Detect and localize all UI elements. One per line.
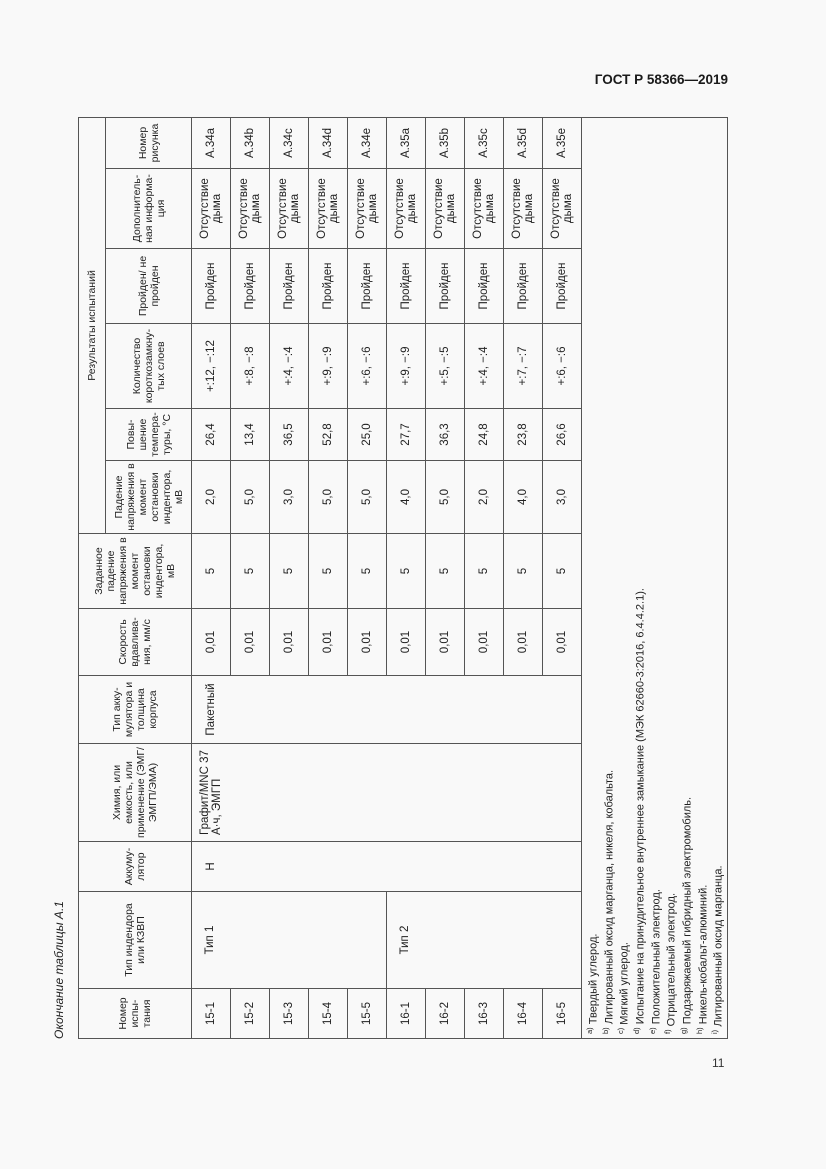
cell-indentor: Тип 1 [192,892,387,989]
cell-passed: Пройден [465,249,504,324]
cell-figure: А.34d [309,117,348,168]
cell-set-drop: 5 [543,534,582,609]
cell-passed: Пройден [348,249,387,324]
cell-layers: +:8, −:8 [231,324,270,409]
cell-temp: 26,4 [192,409,231,461]
cell-passed: Пройден [270,249,309,324]
cell-passed: Пройден [504,249,543,324]
cell-passed: Пройден [192,249,231,324]
cell-set-drop: 5 [426,534,465,609]
cell-layers: +:4, −:4 [270,324,309,409]
cell-set-drop: 5 [387,534,426,609]
cell-drop: 5,0 [309,461,348,534]
cell-figure: А.35c [465,117,504,168]
cell-layers: +:7, −:7 [504,324,543,409]
cell-passed: Пройден [231,249,270,324]
cell-chemistry: Графит/MNC 37 А·ч, ЭМГП [192,744,231,842]
cell-info: Отсутствие дыма [387,169,426,249]
cell-set-drop: 5 [348,534,387,609]
cell-info: Отсутствие дыма [543,169,582,249]
cell-drop: 2,0 [192,461,231,534]
cell-drop: 3,0 [270,461,309,534]
footnote-g: $^{g)}$ Подзаряжаемый гибридный электромобиль. [678,796,694,1034]
cell-test: 16-4 [504,989,543,1039]
table-row [192,117,231,1038]
cell-drop: 4,0 [504,461,543,534]
cell-info: Отсутствие дыма [231,169,270,249]
header-additional-info: Дополнитель-ная информа-ция [106,169,192,249]
cell-test: 15-5 [348,989,387,1039]
cell-figure: А.35d [504,117,543,168]
cell-info: Отсутствие дыма [504,169,543,249]
cell-figure: А.34b [231,117,270,168]
cell-temp: 36,5 [270,409,309,461]
cell-temp: 52,8 [309,409,348,461]
cell-drop: 2,0 [465,461,504,534]
cell-figure: А.34a [192,117,231,168]
cell-set-drop: 5 [270,534,309,609]
cell-figure: А.34e [348,117,387,168]
header-passed: Пройден/ не пройден [106,249,192,324]
cell-layers: +:4, −:4 [465,324,504,409]
header-test-number: Номер испы-тания [79,989,192,1039]
header-figure-number: Номер рисунка [106,117,192,168]
cell-test: 15-1 [192,989,231,1039]
cell-test: 16-1 [387,989,426,1039]
header-test-results: Результаты испытаний [79,117,106,533]
cell-battery-type: Пакетный [192,676,231,744]
footnote-i: $^{i)}$ Литированный оксид марганца. [710,865,725,1034]
header-speed: Скорость вдавлива-ния, мм/с [79,609,192,676]
header-voltage-drop: Падение напряжения в момент остановки индентора, мВ [106,461,192,534]
cell-set-drop: 5 [192,534,231,609]
cell-figure: А.35a [387,117,426,168]
footnote-h: $^{h)}$ Никель-кобальт-алюминий. [694,884,710,1034]
footnotes-row [582,117,728,1038]
header-shorted-layers: Количество короткозамкну-тых слоев [106,324,192,409]
cell-battery-type-empty [231,676,582,744]
cell-speed: 0,01 [426,609,465,676]
cell-battery: Н [192,842,231,892]
cell-speed: 0,01 [543,609,582,676]
footnote-c: $^{c)}$ Мягкий углерод. [616,942,631,1034]
page-number: 11 [712,1056,725,1070]
cell-test: 16-3 [465,989,504,1039]
table-caption: Окончание таблицы А.1 [52,901,66,1039]
cell-figure: А.35e [543,117,582,168]
cell-test: 15-3 [270,989,309,1039]
cell-layers: +:6, −:6 [543,324,582,409]
cell-test: 16-5 [543,989,582,1039]
cell-info: Отсутствие дыма [348,169,387,249]
cell-speed: 0,01 [192,609,231,676]
cell-test: 15-4 [309,989,348,1039]
cell-battery-empty [231,842,582,892]
cell-temp: 25,0 [348,409,387,461]
cell-layers: +:6, −:6 [348,324,387,409]
cell-speed: 0,01 [387,609,426,676]
cell-passed: Пройден [309,249,348,324]
cell-layers: +:12, −:12 [192,324,231,409]
cell-set-drop: 5 [231,534,270,609]
cell-speed: 0,01 [465,609,504,676]
footnote-e: $^{e)}$ Положительный электрод. [647,889,663,1034]
cell-temp: 13,4 [231,409,270,461]
header-battery: Аккуму-лятор [79,842,192,892]
cell-temp: 24,8 [465,409,504,461]
cell-temp: 26,6 [543,409,582,461]
cell-layers: +:5, −:5 [426,324,465,409]
cell-figure: А.34c [270,117,309,168]
cell-speed: 0,01 [504,609,543,676]
header-indentor-type: Тип индендора или КЗВП [79,892,192,989]
footnote-f: $^{f)}$ Отрицательный электрод. [663,892,678,1034]
cell-passed: Пройден [387,249,426,324]
cell-set-drop: 5 [465,534,504,609]
cell-chemistry-empty [231,744,582,842]
cell-speed: 0,01 [348,609,387,676]
cell-info: Отсутствие дыма [270,169,309,249]
cell-set-drop: 5 [504,534,543,609]
standard-title: ГОСТ Р 58366—2019 [594,72,728,87]
cell-drop: 5,0 [348,461,387,534]
header-battery-type: Тип акку-мулятора и толщина корпуса [79,676,192,744]
cell-indentor: Тип 2 [387,892,582,989]
header-temp-rise: Повы-шение темпера-туры, °С [106,409,192,461]
header-chemistry: Химия, или емкость, или применение (ЭМГ/ЭМГП/ЭМА) [79,744,192,842]
cell-layers: +:9, −:9 [309,324,348,409]
cell-info: Отсутствие дыма [426,169,465,249]
cell-info: Отсутствие дыма [465,169,504,249]
cell-info: Отсутствие дыма [309,169,348,249]
table-row [387,117,426,1038]
cell-drop: 5,0 [231,461,270,534]
footnote-a: $^{a)}$ Твердый углерод. [585,933,600,1034]
cell-info: Отсутствие дыма [192,169,231,249]
footnote-b: $^{b)}$ Литированный оксид марганца, никеля, кобальта. [600,769,616,1034]
cell-speed: 0,01 [231,609,270,676]
cell-passed: Пройден [543,249,582,324]
cell-temp: 36,3 [426,409,465,461]
cell-temp: 23,8 [504,409,543,461]
footnote-d: $^{d)}$ Испытание на принудительное внутреннее замыкание (МЭК 62660-3:2016, 6.4.4.2.1). [631,588,647,1034]
header-set-voltage-drop: Заданное падение напряжения в момент остановки индентора, мВ [79,534,192,609]
footnotes [582,117,728,1038]
cell-speed: 0,01 [309,609,348,676]
cell-speed: 0,01 [270,609,309,676]
cell-layers: +:9, −:9 [387,324,426,409]
cell-test: 15-2 [231,989,270,1039]
cell-drop: 3,0 [543,461,582,534]
cell-figure: А.35b [426,117,465,168]
cell-test: 16-2 [426,989,465,1039]
cell-temp: 27,7 [387,409,426,461]
cell-set-drop: 5 [309,534,348,609]
cell-drop: 5,0 [426,461,465,534]
cell-passed: Пройден [426,249,465,324]
cell-drop: 4,0 [387,461,426,534]
rotated-table-container [52,118,725,1039]
results-table [78,117,728,1039]
